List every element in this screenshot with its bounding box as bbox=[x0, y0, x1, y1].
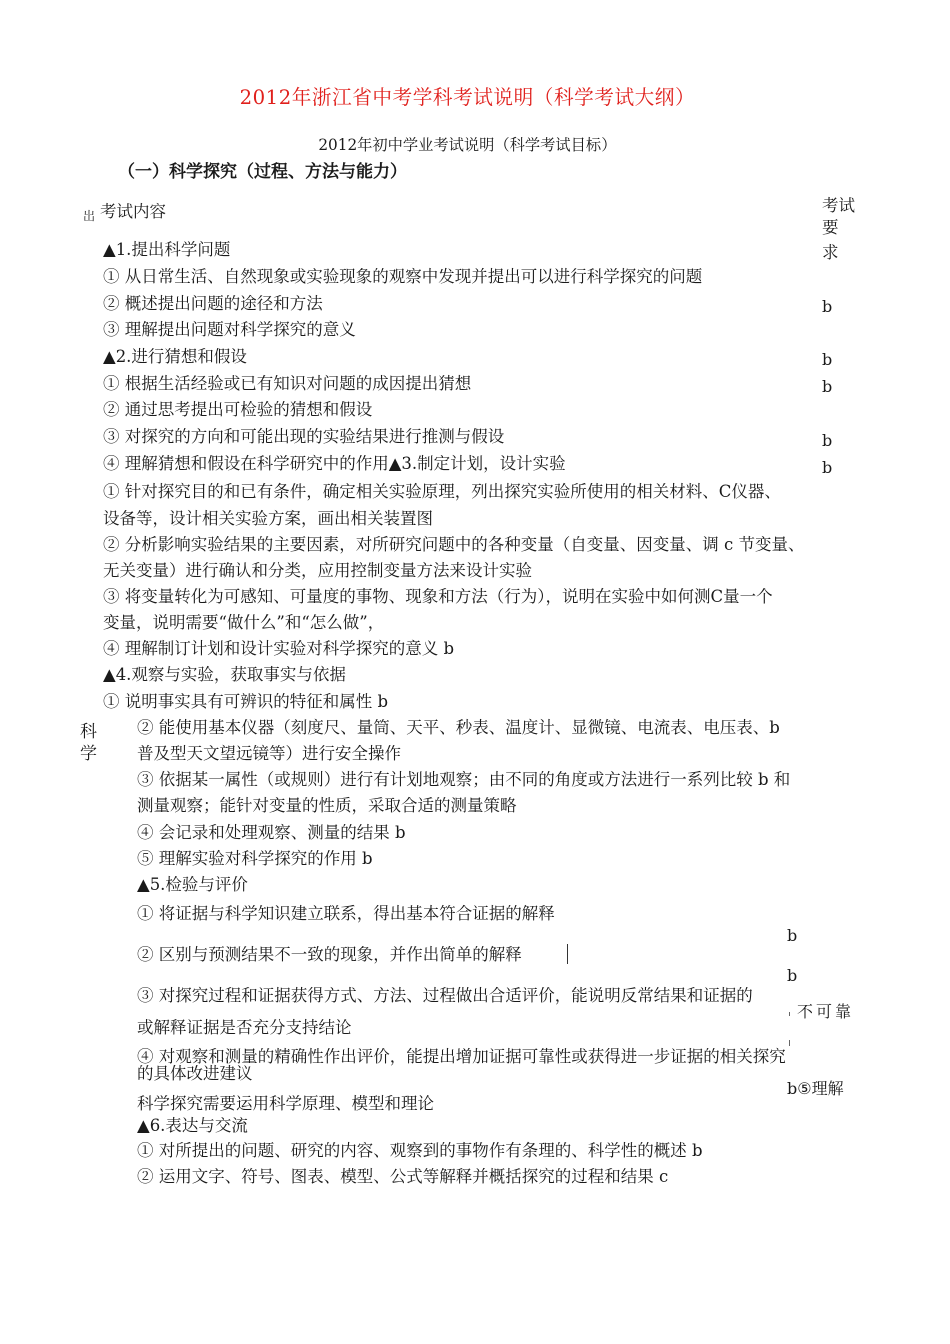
list-item: ② 区别与预测结果不一致的现象，并作出简单的解释 bbox=[137, 945, 522, 964]
topic-heading: ▲4.观察与实验，获取事实与依据 bbox=[103, 665, 346, 684]
topic-heading: ▲2.进行猜想和假设 bbox=[103, 347, 247, 366]
requirement-column-header-2: 要 bbox=[822, 218, 839, 237]
content-column-header: 考试内容 bbox=[100, 202, 166, 221]
list-item: ② 分析影响实验结果的主要因素，对所研究问题中的各种变量（自变量、因变量、调 c 节变量、 bbox=[103, 535, 805, 554]
list-item: ③ 对探究的方向和可能出现的实验结果进行推测与假设 bbox=[103, 427, 505, 446]
list-item-continuation: 的具体改进建议 bbox=[137, 1064, 253, 1083]
list-item: ⑤ 理解实验对科学探究的作用 b bbox=[137, 849, 373, 868]
document-subtitle: 2012年初中学业考试说明（科学考试目标） bbox=[318, 136, 617, 154]
list-item-continuation: 或解释证据是否充分支持结论 bbox=[137, 1018, 352, 1037]
list-item-continuation: 设备等，设计相关实验方案，画出相关装置图 bbox=[103, 509, 433, 528]
requirement-value: b bbox=[822, 458, 833, 477]
list-item: ④ 理解猜想和假设在科学研究中的作用▲3.制定计划，设计实验 bbox=[103, 454, 566, 473]
requirement-value: b bbox=[787, 926, 798, 945]
list-item: ③ 将变量转化为可感知、可量度的事物、现象和方法（行为），说明在实验中如何测C量一个 bbox=[103, 587, 773, 606]
list-item: ④ 对观察和测量的精确性作出评价，能提出增加证据可靠性或获得进一步证据的相关探究 bbox=[137, 1047, 786, 1066]
topic-heading: ▲1.提出科学问题 bbox=[103, 240, 231, 259]
requirement-column-header-3: 求 bbox=[822, 243, 839, 262]
header-small-mark: 岀 bbox=[83, 209, 96, 223]
list-item: ① 从日常生活、自然现象或实验现象的观察中发现并提出可以进行科学探究的问题 bbox=[103, 267, 703, 286]
list-item: ④ 理解制订计划和设计实验对科学探究的意义 b bbox=[103, 639, 455, 658]
list-item: ① 将证据与科学知识建立联系，得出基本符合证据的解释 bbox=[137, 904, 555, 923]
requirement-value: b bbox=[822, 350, 833, 369]
note-line: 科学探究需要运用科学原理、模型和理论 bbox=[137, 1094, 434, 1113]
topic-heading: ▲6.表达与交流 bbox=[137, 1116, 248, 1135]
list-item: ③ 依据某一属性（或规则）进行有计划地观察；由不同的角度或方法进行一系列比较 b 和 bbox=[137, 770, 791, 789]
side-label-xue: 学 bbox=[80, 744, 97, 764]
list-item: ① 说明事实具有可辨识的特征和属性 b bbox=[103, 692, 389, 711]
list-item-continuation: 变量，说明需要“做什么”和“怎么做”， bbox=[103, 613, 385, 632]
stray-mark bbox=[789, 1040, 790, 1046]
list-item-continuation: 普及型天文望远镜等）进行安全操作 bbox=[137, 744, 401, 763]
topic-heading: ▲5.检验与评价 bbox=[137, 875, 248, 894]
requirement-column-header-1: 考试 bbox=[822, 196, 855, 215]
requirement-value: b bbox=[787, 966, 798, 985]
requirement-value: 不可靠 bbox=[797, 1002, 855, 1021]
requirement-value: b bbox=[822, 377, 833, 396]
document-title: 2012年浙江省中考学科考试说明（科学考试大纲） bbox=[239, 85, 696, 109]
side-label-ke: 科 bbox=[80, 722, 97, 742]
text-cursor-mark bbox=[567, 944, 568, 964]
list-item: ② 通过思考提出可检验的猜想和假设 bbox=[103, 400, 373, 419]
list-item: ① 针对探究目的和已有条件，确定相关实验原理，列出探究实验所使用的相关材料、C仪器、 bbox=[103, 482, 781, 501]
list-item: ④ 会记录和处理观察、测量的结果 b bbox=[137, 823, 406, 842]
list-item: ② 概述提出问题的途径和方法 bbox=[103, 294, 323, 313]
list-item-continuation: 无关变量）进行确认和分类，应用控制变量方法来设计实验 bbox=[103, 561, 532, 580]
list-item: ③ 对探究过程和证据获得方式、方法、过程做出合适评价，能说明反常结果和证据的 bbox=[137, 986, 753, 1005]
requirement-value: b bbox=[822, 297, 833, 316]
list-item: ② 能使用基本仪器（刻度尺、量筒、天平、秒表、温度计、显微镜、电流表、电压表、b bbox=[137, 718, 780, 737]
list-item: ① 对所提出的问题、研究的内容、观察到的事物作有条理的、科学性的概述 b bbox=[137, 1141, 703, 1160]
list-item: ③ 理解提出问题对科学探究的意义 bbox=[103, 320, 356, 339]
list-item: ② 运用文字、符号、图表、模型、公式等解释并概括探究的过程和结果 c bbox=[137, 1167, 669, 1186]
requirement-value: b bbox=[822, 431, 833, 450]
list-item: ① 根据生活经验或已有知识对问题的成因提出猜想 bbox=[103, 374, 472, 393]
requirement-value: b⑤理解 bbox=[787, 1079, 844, 1098]
stray-mark bbox=[789, 1012, 790, 1016]
section-heading: （一）科学探究（过程、方法与能力） bbox=[118, 162, 407, 182]
list-item-continuation: 测量观察；能针对变量的性质，采取合适的测量策略 bbox=[137, 796, 517, 815]
